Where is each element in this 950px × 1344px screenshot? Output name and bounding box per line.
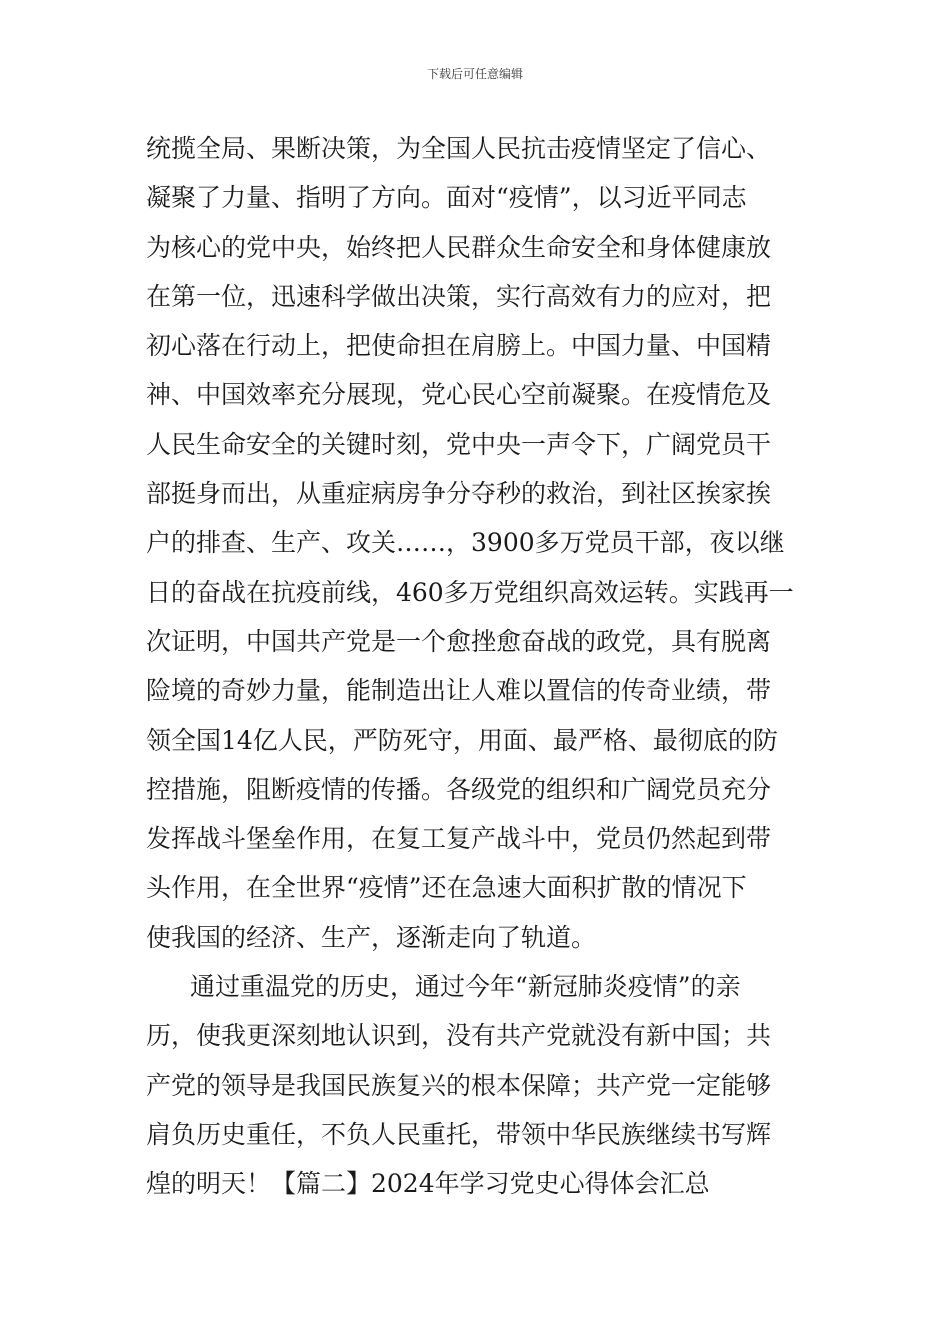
text-line: 在第一位，迅速科学做出决策，实行高效有力的应对，把 xyxy=(146,281,772,311)
text-line: 头作用，在全世界“疫情”还在急速大面积扩散的情况下 xyxy=(146,873,747,903)
paragraph-1 xyxy=(146,124,812,962)
text-line: 发挥战斗堡垒作用，在复工复产战斗中，党员仍然起到带 xyxy=(146,824,772,854)
text-line: 通过重温党的历史，通过今年“新冠肺炎疫情”的亲 xyxy=(190,972,741,1002)
document-body xyxy=(146,124,812,1209)
text-line: 人民生命安全的关键时刻，党中央一声令下，广阔党员干 xyxy=(146,429,772,459)
text-line: 煌的明天！【篇二】2024年学习党史心得体会汇总 xyxy=(146,1169,710,1199)
text-line: 控措施，阻断疫情的传播。各级党的组织和广阔党员充分 xyxy=(146,774,772,804)
text-line: 统揽全局、果断决策，为全国人民抗击疫情坚定了信心、 xyxy=(146,134,772,163)
text-line: 领全国14亿人民，严防死守，用面、最严格、最彻底的防 xyxy=(146,725,778,755)
page-header: 下载后可任意编辑 xyxy=(426,67,523,81)
text-line: 日的奋战在抗疫前线，460多万党组织高效运转。实践再一 xyxy=(146,577,794,607)
text-line: 户的排查、生产、攻关……，3900多万党员干部，夜以继 xyxy=(146,528,785,558)
text-line: 为核心的党中央，始终把人民群众生命安全和身体健康放 xyxy=(146,232,772,262)
text-line: 初心落在行动上，把使命担在肩膀上。中国力量、中国精 xyxy=(146,331,772,361)
text-line: 次证明，中国共产党是一个愈挫愈奋战的政党，具有脱离 xyxy=(146,626,772,656)
text-line: 部挺身而出，从重症病房争分夺秒的救治，到社区挨家挨 xyxy=(146,479,772,509)
text-line: 使我国的经济、生产，逐渐走向了轨道。 xyxy=(146,922,597,952)
text-line: 凝聚了力量、指明了方向。面对“疫情”，以习近平同志 xyxy=(146,183,747,213)
paragraph-2 xyxy=(146,962,812,1208)
text-line: 历，使我更深刻地认识到，没有共产党就没有新中国；共 xyxy=(146,1021,772,1051)
text-line: 产党的领导是我国民族复兴的根本保障；共产党一定能够 xyxy=(146,1070,772,1100)
text-line: 神、中国效率充分展现，党心民心空前凝聚。在疫情危及 xyxy=(146,380,772,410)
text-line: 险境的奇妙力量，能制造出让人难以置信的传奇业绩，带 xyxy=(146,676,772,706)
text-line: 肩负历史重任，不负人民重托，带领中华民族继续书写辉 xyxy=(146,1119,772,1149)
